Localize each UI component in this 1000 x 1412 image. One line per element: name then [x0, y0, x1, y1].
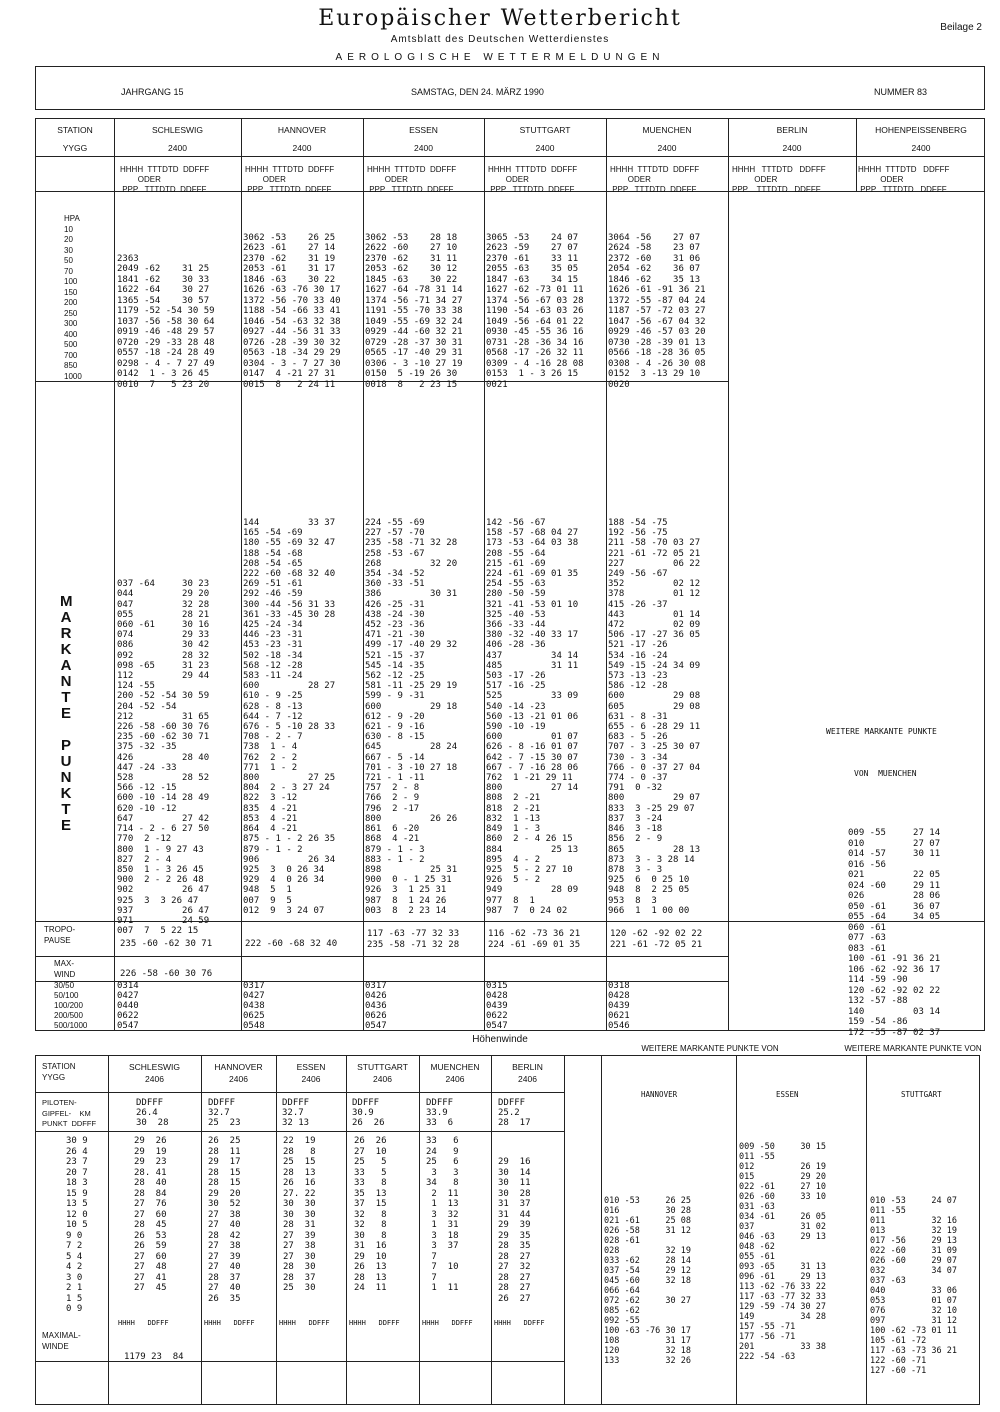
maxwind-label: MAX- WIND [54, 959, 76, 979]
standard-levels-data: 3062 -53 28 18 2622 -60 27 10 2370 -62 31 11 2053 -62 30 12 1845 -63 30 22 1627 -64 -78 31 14 1374 -56 -71 34 27 1191 -55 -70 33 38 1049 -55 -69 32 24 0929 -44 -60 32 21 0729 -28 -37 30 31 0565 -17 -40 29 31 0306 - 3 -10 27 19 0150 5 -19 26 30 0018 8 2 23 15 [365, 232, 463, 390]
maximal-winde-label: MAXIMAL- WINDE [42, 1331, 81, 1351]
maxwind-header: HHHH DDFFF [204, 1319, 255, 1327]
standard-levels-data: 3064 -56 27 07 2624 -58 23 07 2372 -60 31 06 2054 -62 36 07 1846 -62 35 13 1626 -61 -91 36 21 1372 -55 -87 04 24 1187 -57 -72 03 27 1047 -56 -67 04 32 0929 -46 -57 03 20 0730 -28 -39 01 13 0566 -18 -28 36 05 0308 - 4 -26 30 08 0152 3 -13 29 10 0020 [608, 232, 706, 390]
column-header: HHHH TTTDTD DDFFF ODER PPP TTTDTD DDFFF [610, 165, 700, 194]
station-label: STATION [57, 125, 93, 135]
markante-letter: M [60, 593, 73, 610]
markante-letter: N [60, 673, 72, 690]
ratio-labels: 30/50 50/100 100/200 200/500 500/1000 [54, 981, 88, 1030]
piloten-label: PILOTEN- GIPFEL- KM PUNKT DDFFF [42, 1098, 97, 1128]
markante-letter: E [60, 817, 71, 834]
markante-letter: T [61, 801, 71, 818]
station-time: 2406 [145, 1074, 164, 1084]
issue-number: NUMMER 83 [874, 87, 928, 97]
markante-letter: T [61, 689, 71, 706]
station-label: STATION YYGG [42, 1062, 76, 1082]
tropopause-data: 117 -63 -77 32 33 235 -58 -71 32 28 [367, 929, 460, 950]
wind-data: 26 25 28 11 29 17 28 15 28 15 29 20 30 52 27 38 27 40 28 42 27 38 27 39 27 40 28 37 27 40 26 35 [208, 1136, 241, 1304]
station-name: HANNOVER [277, 125, 327, 135]
ratio-data: 0317 0427 0438 0625 0548 [243, 981, 265, 1031]
maxwind-header: HHHH DDFFF [494, 1319, 545, 1327]
maxwind-header: HHHH DDFFF [349, 1319, 400, 1327]
markante-letter: E [60, 705, 71, 722]
markante-letter: A [60, 609, 72, 626]
markante-punkte-data: 224 -55 -69 227 -57 -70 235 -58 -71 32 28 258 -53 -67 268 32 20 354 -34 -52 360 -33 -51 386 30 31 426 -25 -31 438 -24 -30 452 -23 -36 471 -21 -30 499 -17 -40 29 32 521 -15 -37 545 -14 -35 562 -12 -25 581 -11 -25 29 19 599 - 9 -31 600 29 18 612 - 9 -20 621 - 9 -16 630 - 8 -15 645 28 24 667 - 5 -14 701 - 3 -10 27 18 721 - 1 -11 757 2 - 8 766 2 - 9 796 2 -17 800 26 26 861 6 -20 868 4 -21 879 - 1 - 3 883 - 1 - 2 898 25 31 900 0 - 1 25 31 926 3 1 25 31 987 8 1 24 26 003 8 2 23 14 [365, 518, 458, 916]
tropopause-data: 120 -62 -92 02 22 221 -61 -72 05 21 [610, 929, 703, 950]
hpa-level-labels: HPA 10 20 30 50 70 100 150 200 250 300 400 500 700 850 1000 [64, 214, 82, 381]
station-name: STUTTGART [519, 125, 571, 135]
hoehenwinde-title: Höhenwinde [472, 1034, 528, 1045]
station-name: BERLIN [776, 125, 808, 135]
wmp-station: STUTTGART [901, 1090, 942, 1099]
station-time: 2406 [518, 1074, 537, 1084]
station-time: 2400 [292, 143, 312, 153]
ratio-data: 0315 0428 0439 0622 0547 [486, 981, 508, 1031]
wmp-station: HANNOVER [641, 1090, 678, 1099]
gipfel-data: DDFFF 32.7 25 23 [208, 1098, 241, 1128]
wind-data: 33 6 24 9 25 6 3 3 34 8 2 11 1 13 3 32 1 31 3 18 3 37 7 7 10 7 1 11 [426, 1136, 459, 1293]
station-time: 2400 [414, 143, 433, 153]
markante-letter: K [60, 785, 72, 802]
station-name: BERLIN [512, 1062, 543, 1072]
wmp-data: 009 -50 30 15 011 -55 012 26 19 015 29 20 022 -61 27 10 026 -60 33 10 031 -63 034 -61 26 05 037 31 02 046 -63 29 13 048 -62 055 -61 093 -65 31 13 096 -61 29 13 113 -62 -76 33 22 117 -63 -77 32 33 129 -59 -74 30 27 149 34 28 157 -55 -71 177 -56 -71 201 33 38 222 -54 -63 [739, 1142, 826, 1362]
standard-levels-data: 2363 2049 -62 31 25 1841 -62 30 33 1622 -64 30 27 1365 -54 30 57 1179 -52 -54 30 59 1037 -56 -58 30 64 0919 -46 -48 29 57 0720 -29 -33 28 48 0557 -18 -24 28 49 0298 - 4 - 7 27 49 0142 1 - 3 26 45 0010 7 5 23 20 [117, 253, 215, 390]
weitere-punkte-title: WEITERE MARKANTE PUNKTE [826, 727, 937, 736]
tropopause-data: 116 -62 -73 36 21 224 -61 -69 01 35 [488, 929, 581, 950]
column-header: HHHH TTTDTD DDFFF ODER PPP TTTDTD DDFFF [488, 165, 578, 194]
markante-punkte-data: 142 -56 -67 158 -57 -68 04 27 173 -53 -64 03 38 208 -55 -64 215 -61 -69 224 -61 -69 01 35 254 -55 -63 280 -50 -59 321 -41 -53 01 10 325 -40 -53 366 -33 -44 380 -32 -40 33 17 406 -28 -36 437 34 14 485 31 11 503 -17 -26 517 -16 -25 525 33 09 540 -14 -23 560 -13 -21 01 06 590 -10 -19 600 01 07 626 - 8 -16 01 07 642 - 7 -15 30 07 667 - 7 -16 28 06 762 1 -21 29 11 800 27 14 808 2 -21 818 2 -21 832 1 -13 849 1 - 3 860 2 - 4 26 15 884 25 13 895 4 - 2 925 5 - 2 27 10 926 5 - 2 949 28 09 977 8 1 987 7 0 24 02 [486, 518, 579, 916]
gipfel-data: DDFFF 25.2 28 17 [498, 1098, 531, 1128]
column-header: HHHH TTTDTD DDFFF ODER PPP TTTDTD DDFFF [858, 165, 950, 194]
station-time: 2400 [911, 143, 931, 153]
wmp-data: 010 -53 24 07 011 -55 011 32 16 013 32 19 017 -56 29 13 022 -60 31 09 026 -60 29 07 032 34 07 037 -63 040 33 06 053 01 07 076 32 10 097 31 12 100 -62 -73 01 11 105 -61 -72 117 -63 -73 36 21 122 -60 -71 127 -60 -71 [870, 1196, 957, 1376]
station-name: HANNOVER [214, 1062, 263, 1072]
markante-letter: U [60, 753, 72, 770]
wmp-label: WEITERE MARKANTE PUNKTE VON [641, 1044, 779, 1053]
station-name: ESSEN [296, 1062, 326, 1072]
markante-letter: N [60, 769, 72, 786]
ratio-data: 0317 0426 0436 0626 0547 [365, 981, 387, 1031]
station-name: SCHLESWIG [128, 1062, 180, 1072]
standard-levels-data: 3065 -53 24 07 2623 -59 27 07 2370 -61 33 11 2055 -63 35 05 1847 -63 34 15 1627 -62 -73 01 11 1374 -56 -67 03 28 1190 -54 -63 03 26 1049 -56 -64 01 22 0930 -45 -55 36 16 0731 -28 -36 34 16 0568 -17 -26 32 11 0309 - 4 -16 28 08 0153 1 - 3 26 15 0021 [486, 232, 584, 390]
maxwind-header: HHHH DDFFF [422, 1319, 473, 1327]
ratio-data: 0318 0428 0439 0621 0546 [608, 981, 630, 1031]
markante-punkte-data: 144 33 37 165 -54 -69 180 -55 -69 32 47 188 -54 -68 208 -54 -65 222 -60 -68 32 40 269 -51 -61 292 -46 -59 300 -44 -56 31 33 361 -33 -45 30 28 425 -24 -34 446 -23 -31 453 -23 -31 502 -18 -34 568 -12 -28 583 -11 -24 600 28 27 610 - 9 -25 628 - 8 -13 644 - 7 -12 676 - 5 -10 28 33 708 - 2 - 7 738 1 - 4 762 2 - 2 771 1 - 2 800 27 25 804 2 - 3 27 24 822 3 -12 835 4 -21 853 4 -21 864 4 -21 875 - 1 - 2 26 35 879 - 1 - 2 906 26 34 925 3 0 26 34 929 4 0 26 34 948 5 1 007 9 5 012 9 3 24 07 [243, 518, 336, 916]
supplement-label: Beilage 2 [940, 22, 982, 33]
station-time: 2400 [657, 143, 677, 153]
column-header: HHHH TTTDTD DDFFF ODER PPP TTTDTD DDFFF [120, 165, 210, 194]
markante-letter: R [60, 625, 72, 642]
maxwind-header: HHHH DDFFF [118, 1319, 169, 1327]
station-name: STUTTGART [357, 1062, 408, 1072]
gipfel-data: DDFFF 26.4 30 28 [136, 1098, 169, 1128]
page-title: Europäischer Wetterbericht [318, 6, 682, 31]
altitude-levels: 30 9 26 4 23 7 20 7 18 3 15 9 13 5 12 0 10 5 9 0 7 2 5 4 4 2 3 0 2 1 1 5 0 9 [66, 1136, 88, 1314]
date-label: SAMSTAG, DEN 24. MÄRZ 1990 [411, 87, 544, 97]
gipfel-data: DDFFF 32.7 32 13 [282, 1098, 310, 1128]
station-time: 2406 [373, 1074, 392, 1084]
markante-letter: K [60, 641, 72, 658]
main-table [35, 118, 985, 1038]
gipfel-data: DDFFF 33.9 33 6 [426, 1098, 454, 1128]
wind-data: 29 26 29 19 29 23 28. 41 28 40 28 84 27 76 27 60 28 45 26 53 26 59 27 60 27 48 27 41 27 45 [134, 1136, 167, 1293]
wmp-station: ESSEN [776, 1090, 799, 1099]
station-time: 2400 [168, 143, 187, 153]
wmp-data: 010 -53 26 25 016 30 28 021 -61 25 08 026 -58 31 12 028 -61 028 32 19 033 -62 28 14 037 -54 29 12 045 -60 32 18 066 -64 072 -62 30 27 085 -62 092 -55 100 -63 -76 30 17 108 31 17 120 32 18 133 32 26 [604, 1196, 691, 1366]
wind-data: 22 19 28 8 25 15 28 13 26 16 27. 22 30 30 30 30 28 31 27 39 27 38 27 30 28 30 28 37 25 30 [283, 1136, 316, 1293]
report-kind: AEROLOGISCHE WETTERMELDUNGEN [335, 52, 665, 63]
station-time: 2406 [301, 1074, 321, 1084]
weitere-punkte-station: VON MUENCHEN [854, 769, 917, 778]
station-name: SCHLESWIG [151, 125, 203, 135]
station-name: ESSEN [409, 125, 438, 135]
tropopause-label: TROPO- PAUSE [44, 925, 76, 945]
column-header: HHHH TTTDTD DDFFF ODER PPP TTTDTD DDFFF [367, 165, 457, 194]
station-time: 2400 [535, 143, 555, 153]
ratio-data: 0314 0427 0440 0622 0547 [117, 981, 139, 1031]
station-name: HOHENPEISSENBERG [875, 125, 967, 135]
wind-data: 29 16 30 14 30 11 30 28 31 37 31 44 29 39 29 35 28 35 28 27 27 32 28 27 28 27 26 27 [498, 1157, 531, 1304]
station-name: MUENCHEN [430, 1062, 480, 1072]
volume-label: JAHRGANG 15 [121, 87, 184, 97]
station-time: 2406 [229, 1074, 248, 1084]
station-time: 2406 [445, 1074, 465, 1084]
tropopause-data: 222 -60 -68 32 40 [245, 939, 338, 949]
markante-punkte-data: 188 -54 -75 192 -56 -75 211 -58 -70 03 27 221 -61 -72 05 21 227 06 22 249 -56 -67 352 02 12 378 01 12 415 -26 -37 443 01 14 472 02 09 506 -17 -27 36 05 521 -17 -26 534 -16 -24 549 -15 -24 34 09 573 -13 -23 586 -12 -28 600 29 08 605 29 08 631 - 8 -31 655 - 6 -28 29 11 683 - 5 -26 707 - 3 -25 30 07 730 - 3 -34 766 - 0 -37 27 04 774 - 0 -37 791 0 -32 800 29 07 833 3 -25 29 07 837 3 -24 846 3 -18 856 2 - 9 865 28 13 873 3 - 3 28 14 878 3 - 3 925 6 0 25 10 948 8 2 25 05 953 8 3 966 1 1 00 00 [608, 518, 701, 916]
weitere-punkte-data: 009 -55 27 14 010 27 07 014 -57 30 11 016 -56 021 22 05 024 -60 29 11 026 28 06 050 -61 36 07 055 -64 34 05 060 -61 077 -63 083 -61 100 -61 -91 36 21 106 -62 -92 36 17 114 -59 -90 120 -62 -92 02 22 132 -57 -88 140 03 14 159 -54 -86 172 -55 -87 02 37 [848, 828, 941, 1038]
markante-punkte-data: 037 -64 30 23 044 29 20 047 32 28 055 28 21 060 -61 30 16 074 29 33 086 30 42 092 28 32 098 -65 31 23 112 29 44 124 -55 200 -52 -54 30 59 204 -52 -54 212 31 65 226 -58 -60 30 76 235 -60 -62 30 71 375 -32 -35 426 28 40 447 -24 -33 528 28 52 566 -12 -15 600 -10 -14 28 49 620 -10 -12 647 27 42 714 - 2 - 6 27 50 770 2 -12 800 1 - 9 27 43 827 2 - 4 850 1 - 3 26 45 900 2 - 2 26 48 902 26 47 925 3 3 26 47 937 26 47 971 24 59 007 7 5 22 15 [117, 579, 210, 937]
wind-data: 26 26 27 10 25 5 33 5 33 8 35 13 37 15 32 8 32 8 30 8 31 16 29 10 26 13 28 13 24 11 [354, 1136, 387, 1293]
column-header: HHHH TTTDTD DDFFF ODER PPP TTTDTD DDFFF [732, 165, 826, 194]
column-header: HHHH TTTDTD DDFFF ODER PPP TTTDTD DDFFF [245, 165, 335, 194]
maxwind-data: 226 -58 -60 30 76 [120, 969, 213, 979]
station-name: MUENCHEN [642, 125, 692, 135]
station-time: 2400 [782, 143, 802, 153]
gipfel-data: DDFFF 30.9 26 26 [352, 1098, 385, 1128]
tropopause-data: 235 -60 -62 30 71 [120, 939, 213, 949]
maxwind-value: 1179 23 84 [124, 1352, 184, 1362]
maxwind-header: HHHH DDFFF [279, 1319, 330, 1327]
wmp-label: WEITERE MARKANTE PUNKTE VON [844, 1044, 982, 1053]
yygg-label: YYGG [62, 143, 88, 153]
subtitle: Amtsblatt des Deutschen Wetterdienstes [390, 34, 610, 45]
standard-levels-data: 3062 -53 26 25 2623 -61 27 14 2370 -62 31 19 2053 -61 31 17 1846 -63 30 22 1626 -63 -76 30 17 1372 -56 -70 33 40 1188 -54 -66 33 41 1046 -54 -63 32 38 0927 -44 -56 31 33 0726 -28 -39 30 32 0563 -18 -34 29 29 0304 - 3 - 7 27 30 0147 4 -21 27 31 0015 8 2 24 11 [243, 232, 341, 390]
hoehenwinde-table [35, 1055, 980, 1405]
markante-letter: P [60, 737, 71, 754]
info-bar [35, 66, 985, 110]
markante-letter: A [60, 657, 72, 674]
